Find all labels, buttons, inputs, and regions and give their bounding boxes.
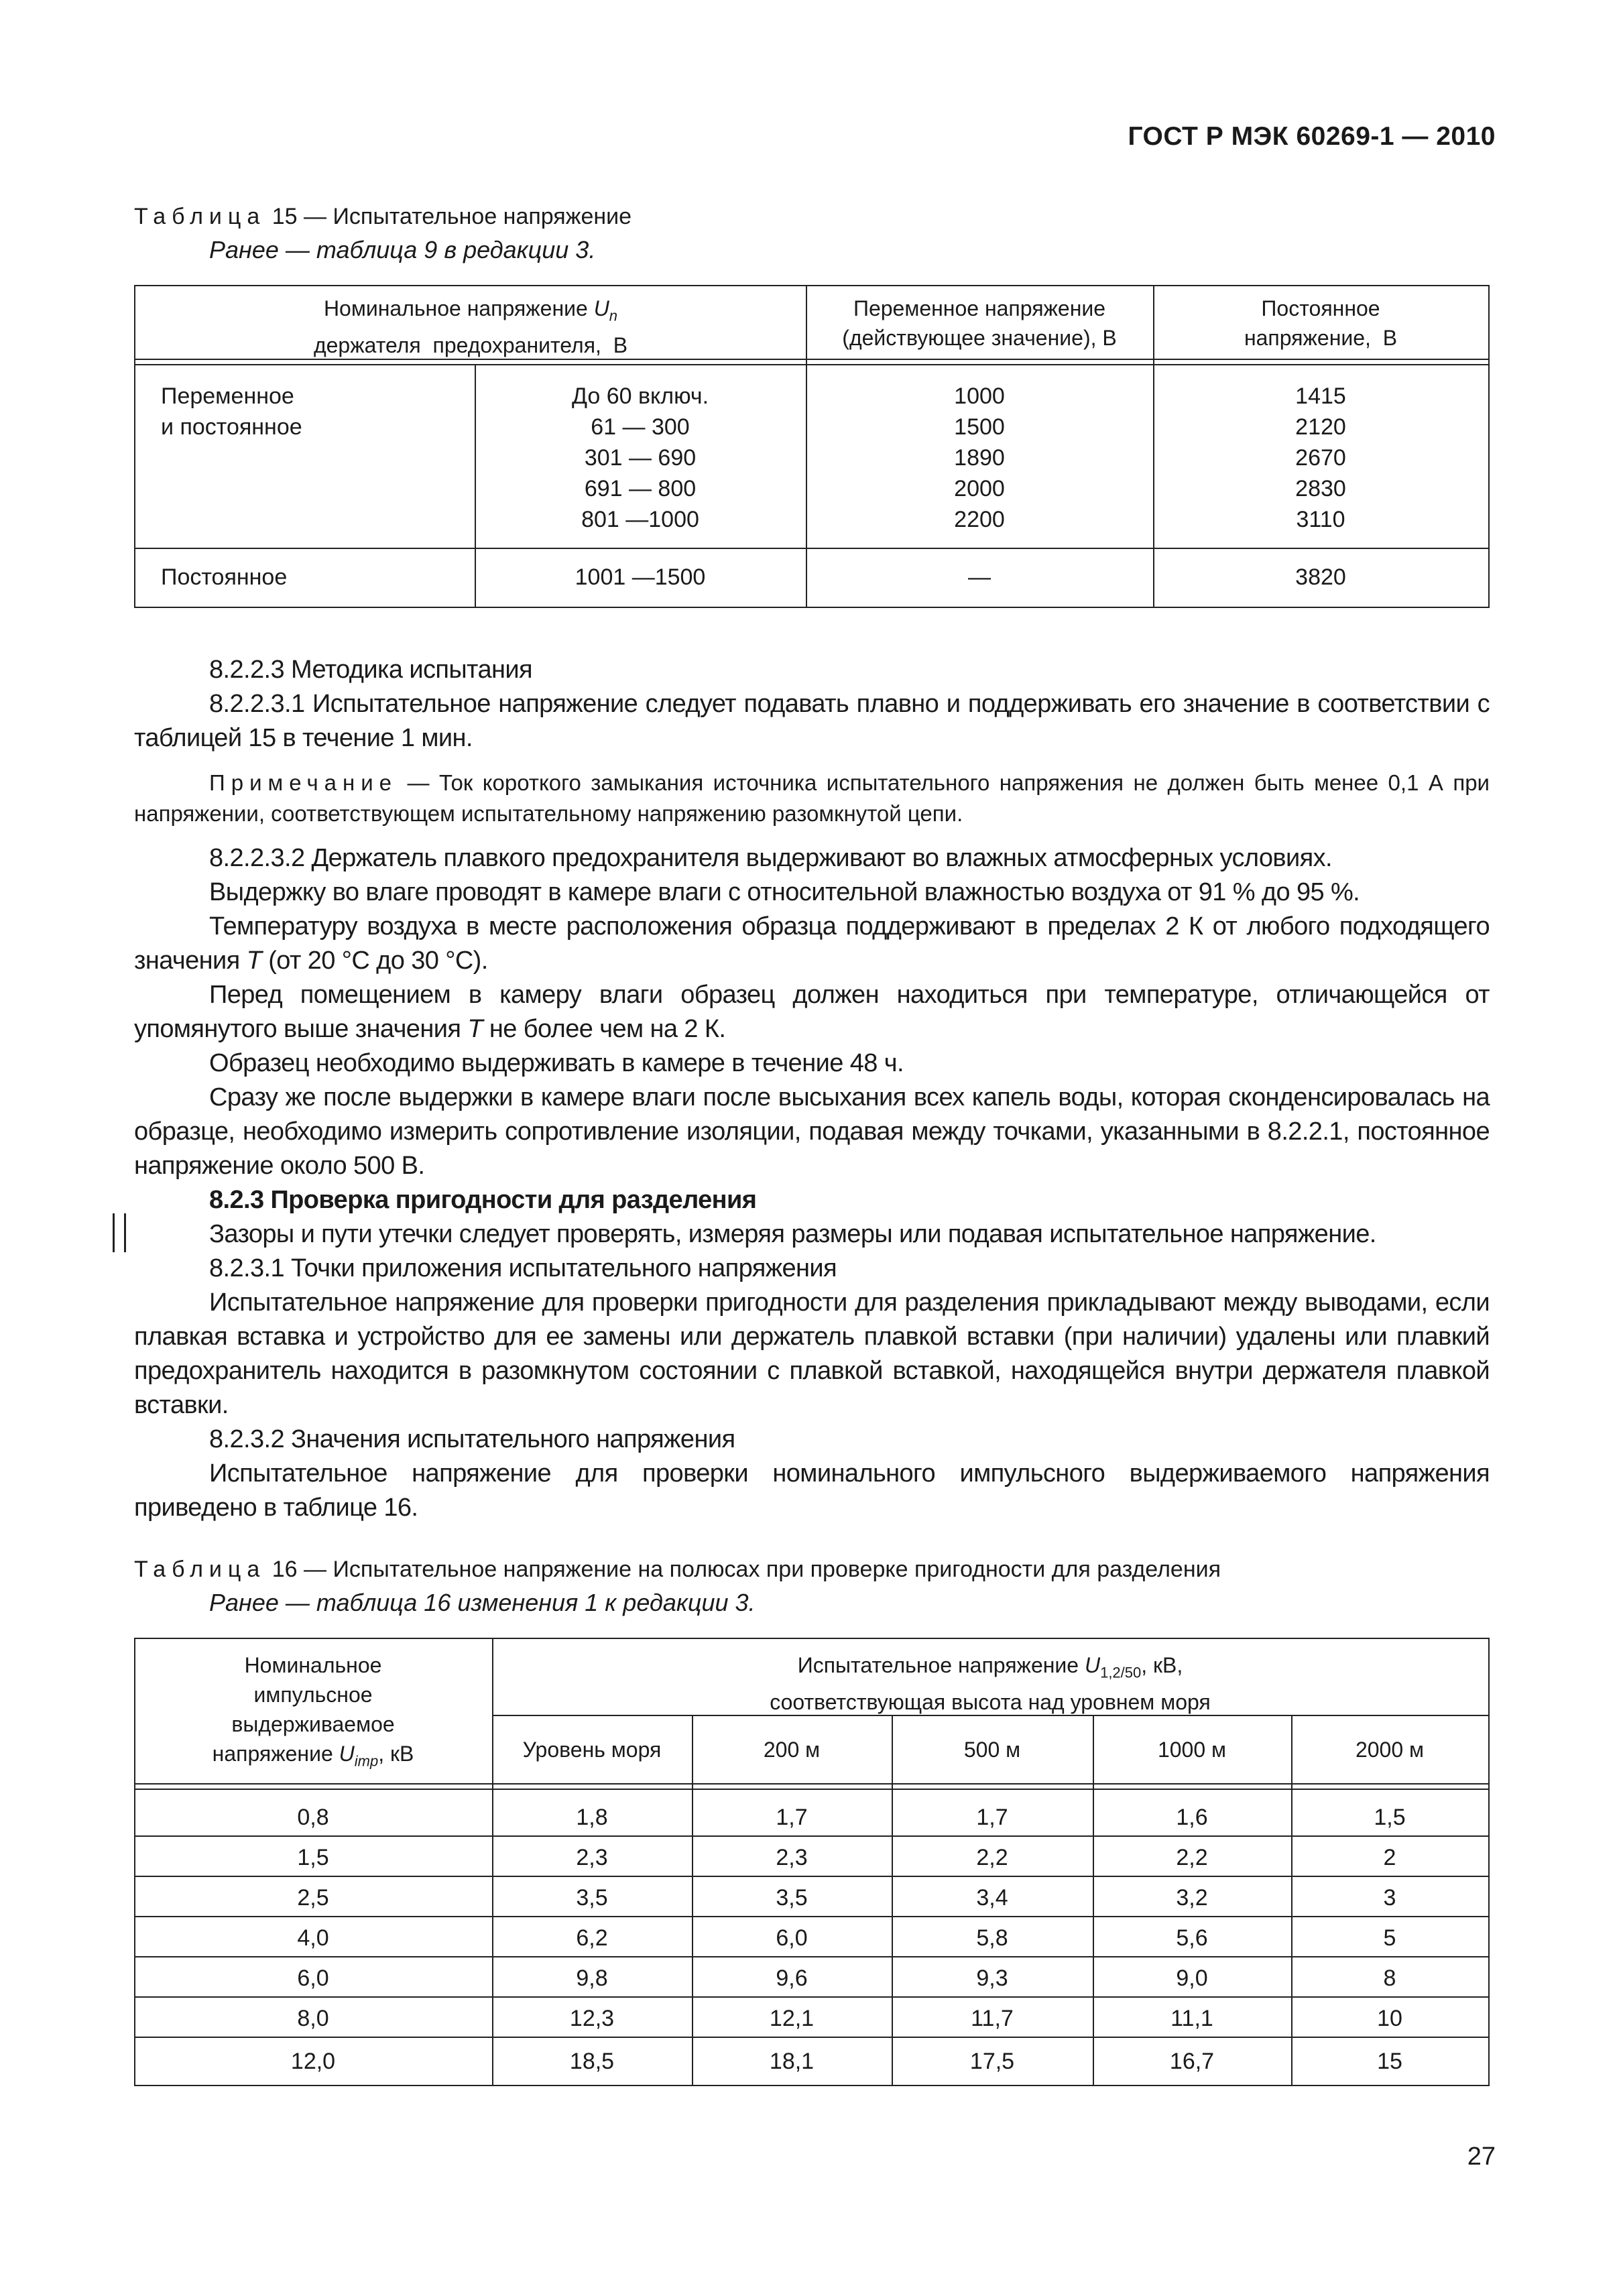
table16-value-cell: 17,5 <box>969 2049 1015 2074</box>
table16-header-altitude: 500 м <box>963 1738 1021 1762</box>
paragraph-text: не более чем на 2 К. <box>489 1015 726 1043</box>
table16-header-rule <box>134 1783 1490 1785</box>
table16-value-cell: 1,5 <box>1374 1805 1406 1830</box>
table16-row-rule <box>134 1916 1490 1917</box>
header-symbol: U <box>339 1742 355 1766</box>
table16-border-right <box>1488 1638 1490 2086</box>
table16-border-bottom <box>134 2085 1490 2086</box>
paragraph: Испытательное напряжение для проверки пригодности для разделения прикладывают между выводами, если плавкая вставка и устройство для ее замены или держатель плавкой вставки (при наличии) удалены или плавкий предохранитель находится в разомкнутом состоянии с плавкой вставкой, находящейся внутри держателя плавкой вставки. <box>134 1288 1490 1419</box>
table16-border-top <box>134 1638 1490 1639</box>
variable-symbol: T <box>467 1015 483 1043</box>
table15-dc-cell: 2120 <box>1295 414 1346 440</box>
table15-range-cell: 301 — 690 <box>584 445 697 471</box>
table16-value-cell: 3 <box>1383 1885 1396 1911</box>
table16-row-rule <box>134 1956 1490 1957</box>
note-label: Примечание <box>209 770 398 795</box>
table15-ac-cell: 2200 <box>954 507 1005 532</box>
header-subscript: 1,2/50 <box>1100 1664 1142 1681</box>
table15-dc-cell: 3110 <box>1296 507 1345 532</box>
section-heading: 8.2.3.1 Точки приложения испытательного напряжения <box>209 1254 837 1282</box>
table16-value-cell: 2,3 <box>776 1845 808 1870</box>
header-text: Испытательное напряжение <box>797 1653 1079 1677</box>
table15-header-ac <box>806 294 1153 353</box>
paragraph: Образец необходимо выдерживать в камере в течение 48 ч. <box>209 1049 904 1077</box>
table16-value-cell: 9,6 <box>776 1966 808 1991</box>
table15-header-rated <box>134 294 807 360</box>
table16-value-cell: 11,7 <box>971 2006 1014 2031</box>
table16-value-cell: 9,8 <box>576 1966 608 1991</box>
variable-symbol: T <box>246 947 262 975</box>
section-heading: 8.2.3 Проверка пригодности для разделения <box>209 1186 757 1214</box>
paragraph-text: Перед помещением в камеру влаги образец должен находиться при температуре, отличающейся от упомянутого выше значения <box>134 981 1490 1043</box>
table16-value-cell: 1,8 <box>576 1805 608 1830</box>
header-text: (действующее значение), В <box>842 326 1117 350</box>
table16-rated-cell: 0,8 <box>297 1805 329 1830</box>
table16-value-cell: 3,4 <box>976 1885 1008 1911</box>
table16-value-cell: 6,2 <box>576 1925 608 1951</box>
table16-value-cell: 2,2 <box>976 1845 1008 1870</box>
table16-value-cell: 1,7 <box>776 1805 808 1830</box>
table15-range-cell: 691 — 800 <box>584 476 697 501</box>
note-text: — Ток короткого замыкания источника испытательного напряжения не должен быть менее 0,1 А при напряжении, соответствующем испытательному напряжению разомкнутой цепи. <box>134 770 1490 826</box>
table15-dc-cell: 3820 <box>1295 564 1346 590</box>
group-label-text: и постоянное <box>161 414 302 440</box>
table16-header-altitude: Уровень моря <box>522 1738 662 1762</box>
table16-value-cell: 8 <box>1383 1966 1396 1991</box>
table15-row-rule <box>134 548 1490 549</box>
table16-value-cell: 1,6 <box>1176 1805 1208 1830</box>
table16-rated-cell: 12,0 <box>290 2049 336 2074</box>
table15-border-top <box>134 285 1490 286</box>
section-heading: 8.2.3.2 Значения испытательного напряжения <box>209 1425 735 1453</box>
table16-rated-cell: 6,0 <box>297 1966 329 1991</box>
table16-value-cell: 18,1 <box>769 2049 815 2074</box>
header-text: импульсное <box>253 1683 373 1707</box>
paragraph <box>134 910 1490 978</box>
table16-header-altitude: 200 м <box>763 1738 821 1762</box>
paragraph: Выдержку во влаге проводят в камере влаги с относительной влажностью воздуха от 91 % до 95 %. <box>209 878 1360 906</box>
table16-row-rule <box>134 1996 1490 1998</box>
note <box>134 768 1490 829</box>
table16-value-cell: 2,3 <box>576 1845 608 1870</box>
table16-value-cell: 18,5 <box>569 2049 615 2074</box>
table16-value-cell: 1,7 <box>976 1805 1008 1830</box>
table16-rated-cell: 4,0 <box>297 1925 329 1951</box>
table16-rated-cell: 8,0 <box>297 2006 329 2031</box>
table16-row-rule <box>134 2037 1490 2038</box>
table15-dc-cell: 2830 <box>1295 476 1346 501</box>
table16-value-cell: 5 <box>1383 1925 1396 1951</box>
table15-group-label <box>161 381 302 442</box>
table16-value-cell: 9,0 <box>1176 1966 1208 1991</box>
table16-value-cell: 2,2 <box>1176 1845 1208 1870</box>
table15-border-bottom <box>134 607 1490 608</box>
table16-value-cell: 9,3 <box>976 1966 1008 1991</box>
paragraph: 8.2.2.3.1 Испытательное напряжение следует подавать плавно и поддерживать его значение в соответствии с таблицей 15 в течение 1 мин. <box>134 690 1490 752</box>
header-subscript: imp <box>354 1752 379 1770</box>
table16-value-cell: 6,0 <box>776 1925 808 1951</box>
table15-range-cell: До 60 включ. <box>571 383 709 409</box>
table15-ac-cell: — <box>968 564 991 590</box>
table15-range-cell: 1001 —1500 <box>575 564 706 590</box>
standard-header: ГОСТ Р МЭК 60269-1 — 2010 <box>1128 122 1496 151</box>
table15-caption-word: Таблица <box>134 204 266 229</box>
table16-value-cell: 3,2 <box>1176 1885 1208 1911</box>
table16-caption-text: 16 — Испытательное напряжение на полюсах при проверке пригодности для разделения <box>272 1557 1221 1582</box>
header-subscript: n <box>609 307 618 324</box>
table15-header-rule-double <box>134 364 1490 365</box>
table15-ac-cell: 1500 <box>954 414 1005 440</box>
table15-group-label: Постоянное <box>161 564 288 590</box>
table15-border-right <box>1488 285 1490 608</box>
table16-value-cell: 10 <box>1377 2006 1402 2031</box>
table16-note: Ранее — таблица 16 изменения 1 к редакции 3. <box>209 1589 756 1616</box>
table15-range-cell: 61 — 300 <box>591 414 690 440</box>
table15-caption <box>134 201 632 232</box>
paragraph: 8.2.2.3.2 Держатель плавкого предохранителя выдерживают во влажных атмосферных условиях. <box>209 844 1332 872</box>
header-symbol: U <box>1084 1653 1101 1677</box>
table15-range-cell: 801 —1000 <box>581 507 699 532</box>
table16-header-test-voltage <box>492 1650 1488 1717</box>
table16-header-rule-double <box>134 1789 1490 1790</box>
table16-value-cell: 2 <box>1383 1845 1396 1870</box>
table16-row-rule <box>134 1876 1490 1877</box>
table15-dc-cell: 2670 <box>1295 445 1346 471</box>
page-number: 27 <box>1467 2142 1496 2171</box>
table16-value-cell: 16,7 <box>1169 2049 1215 2074</box>
header-text: держателя предохранителя, В <box>313 333 628 358</box>
header-text: напряжение, В <box>1244 326 1398 350</box>
header-text: Переменное напряжение <box>853 296 1106 320</box>
table16-rated-cell: 1,5 <box>297 1845 329 1870</box>
table15-ac-cell: 1000 <box>954 383 1005 409</box>
paragraph-text: (от 20 °С до 30 °С). <box>268 947 488 975</box>
table16-value-cell: 12,1 <box>769 2006 815 2031</box>
table16-row-rule <box>134 1835 1490 1837</box>
paragraph-text: Температуру воздуха в месте расположения образца поддерживают в пределах 2 К от любого подходящего значения <box>134 912 1490 975</box>
body-text <box>134 653 1490 1525</box>
table16-header-altitude: 1000 м <box>1157 1738 1227 1762</box>
header-text: , кВ, <box>1141 1653 1183 1677</box>
paragraph <box>134 978 1490 1046</box>
table16-rated-cell: 2,5 <box>297 1885 329 1911</box>
header-text: Номинальное напряжение <box>323 296 588 320</box>
table16-value-cell: 12,3 <box>569 2006 615 2031</box>
table16-value-cell: 5,8 <box>976 1925 1008 1951</box>
table15-header-dc <box>1153 294 1488 353</box>
table16-value-cell: 15 <box>1377 2049 1402 2074</box>
table16-value-cell: 5,6 <box>1176 1925 1208 1951</box>
header-text: Постоянное <box>1261 296 1380 320</box>
table15-ac-cell: 2000 <box>954 476 1005 501</box>
change-bar <box>113 1213 126 1252</box>
header-text: соответствующая высота над уровнем моря <box>770 1690 1211 1715</box>
table16-value-cell: 3,5 <box>776 1885 808 1911</box>
table16-value-cell: 3,5 <box>576 1885 608 1911</box>
header-symbol: U <box>593 296 609 320</box>
table16-caption-word: Таблица <box>134 1557 266 1582</box>
header-text: выдерживаемое <box>231 1712 395 1736</box>
header-text: напряжение <box>212 1742 333 1766</box>
header-text: Номинальное <box>244 1653 382 1677</box>
table16-header-altitude: 2000 м <box>1355 1738 1425 1762</box>
table15-dc-cell: 1415 <box>1295 383 1346 409</box>
table15-ac-cell: 1890 <box>954 445 1005 471</box>
paragraph: Зазоры и пути утечки следует проверять, измеряя размеры или подавая испытательное напряжение. <box>209 1220 1376 1248</box>
paragraph: Сразу же после выдержки в камере влаги после высыхания всех капель воды, которая сконденсировалась на образце, необходимо измерить сопротивление изоляции, подавая между точками, указанными в 8.2.2.1, постоянное напряжение около 500 В. <box>134 1083 1490 1180</box>
paragraph: Испытательное напряжение для проверки номинального импульсного выдерживаемого напряжения приведено в таблице 16. <box>134 1459 1490 1522</box>
section-heading: 8.2.2.3 Методика испытания <box>209 656 532 684</box>
table16-header-rated <box>134 1650 492 1776</box>
group-label-text: Переменное <box>161 383 294 409</box>
table15-caption-text: 15 — Испытательное напряжение <box>272 204 632 229</box>
table16-caption <box>134 1554 1221 1585</box>
table15-note: Ранее — таблица 9 в редакции 3. <box>209 236 596 263</box>
table16-value-cell: 11,1 <box>1170 2006 1213 2031</box>
header-text: , кВ <box>378 1742 414 1766</box>
